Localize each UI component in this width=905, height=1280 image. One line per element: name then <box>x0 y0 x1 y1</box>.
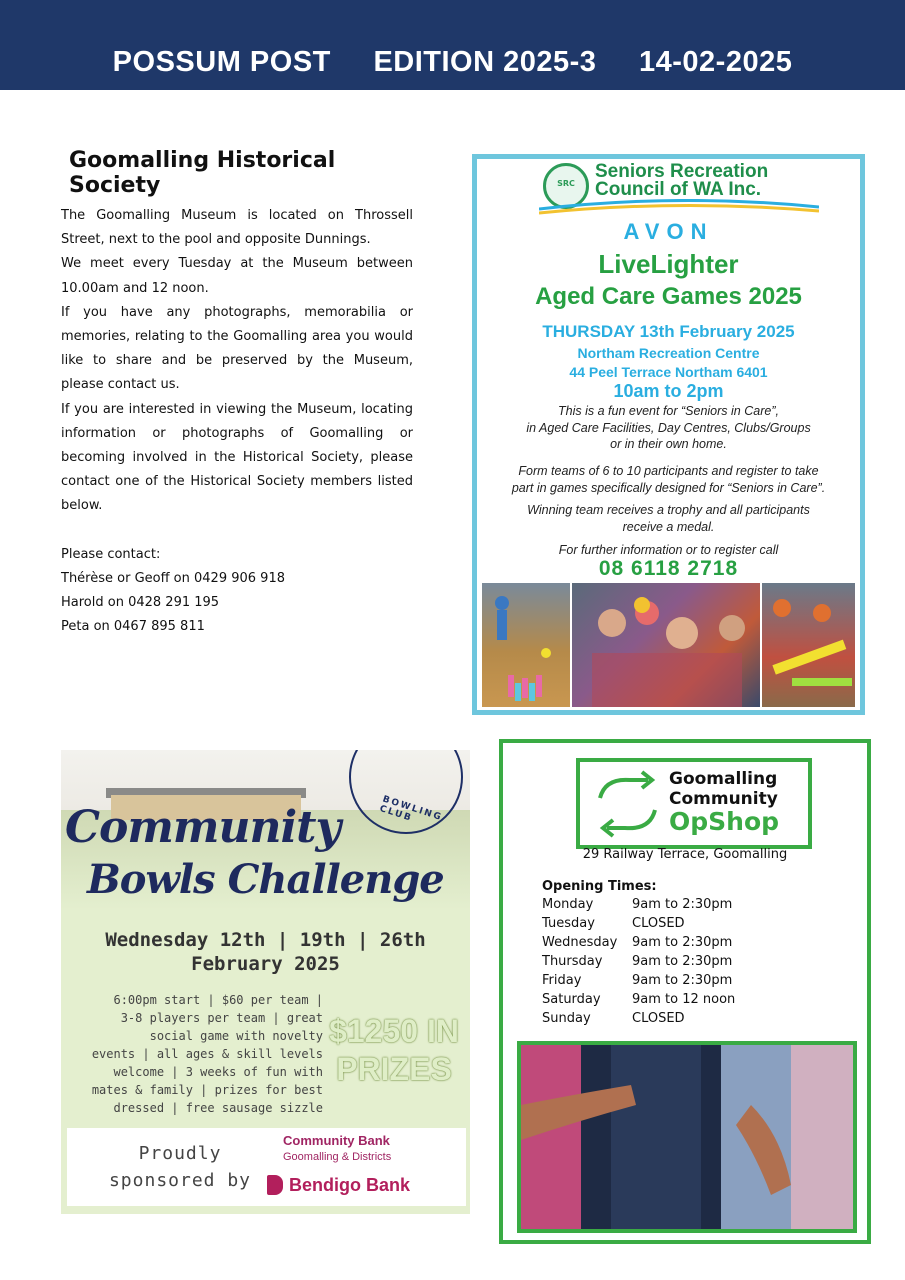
historical-society-article <box>61 148 413 639</box>
poster-date: THURSDAY 13th February 2025 <box>542 322 795 341</box>
hours-row <box>542 992 735 1011</box>
sponsor-bank-name: Bendigo Bank <box>289 1175 411 1195</box>
hours-row <box>542 973 735 992</box>
opshop-ad <box>499 739 871 1244</box>
hours-time: 9am to 12 noon <box>632 992 736 1007</box>
details-line: mates & family | prizes for best <box>91 1083 323 1097</box>
poster-description: For further information or to register call <box>558 543 779 557</box>
contact-item: Harold on 0428 291 195 <box>61 595 220 611</box>
description-line: Form teams of 6 to 10 participants and register to take <box>518 464 819 478</box>
games-photo <box>762 583 855 707</box>
hours-day: Friday <box>542 973 582 988</box>
poster-dates: Wednesday 12th | 19th | 26th <box>105 929 426 951</box>
details-line: welcome | 3 weeks of fun with <box>113 1065 323 1079</box>
poster-description <box>477 403 860 453</box>
bendigo-bank-logo <box>267 1175 283 1195</box>
poster-time: 10am to 2pm <box>613 381 724 401</box>
src-org-line: Seniors Recreation <box>595 161 769 182</box>
recycle-arrows-icon <box>590 768 665 840</box>
description-line: or in their own home. <box>610 437 727 451</box>
details-line: events | all ages & skill levels <box>91 1047 323 1061</box>
opening-times-table <box>542 897 735 1030</box>
poster-title: Community <box>65 802 341 853</box>
sponsor-branch: Goomalling & Districts <box>283 1151 392 1163</box>
sponsor-intro <box>95 1140 265 1194</box>
edition-date: 14-02-2025 <box>638 46 793 78</box>
hours-time: 9am to 2:30pm <box>632 935 733 950</box>
hours-time: 9am to 2:30pm <box>632 897 733 912</box>
hours-day: Sunday <box>542 1011 591 1026</box>
poster-description <box>477 463 860 496</box>
description-line: Winning team receives a trophy and all participants <box>527 503 810 517</box>
sponsor-panel <box>67 1128 466 1206</box>
contact-item: Thérèse or Geoff on 0429 906 918 <box>61 570 285 586</box>
masthead-title <box>0 46 905 79</box>
poster-phone: 08 6118 2718 <box>598 557 739 580</box>
src-logo-text: SRC <box>557 179 575 188</box>
sponsor-intro-line: sponsored by <box>108 1170 252 1191</box>
hours-time: CLOSED <box>632 1011 685 1026</box>
opshop-name: Goomalling <box>669 769 778 789</box>
poster-photo-strip <box>482 583 855 707</box>
contact-heading: Please contact: <box>61 546 161 562</box>
opshop-name-highlight: OpShop <box>669 807 780 836</box>
poster-venue: Northam Recreation Centre <box>577 345 760 361</box>
prize-callout <box>329 1012 459 1088</box>
article-paragraph: We meet every Tuesday at the Museum between 10.00am and 12 noon. <box>61 256 413 296</box>
clothing-rack-photo <box>517 1041 857 1233</box>
src-swoosh-graphic <box>539 199 819 215</box>
contact-item: Peta on 0467 895 811 <box>61 619 205 635</box>
hours-row <box>542 935 735 954</box>
details-line: 6:00pm start | $60 per team | <box>113 993 323 1007</box>
description-line: This is a fun event for “Seniors in Care”, <box>558 404 779 418</box>
prize-line: PRIZES <box>336 1051 452 1087</box>
hours-day: Monday <box>542 897 594 912</box>
description-line: part in games specifically designed for “Seniors in Care”. <box>511 480 826 495</box>
bowling-photo <box>482 583 570 707</box>
hours-time: 9am to 2:30pm <box>632 954 733 969</box>
hours-row <box>542 916 735 935</box>
details-line: 3-8 players per team | great <box>120 1011 323 1025</box>
src-org-line: Council of WA Inc. <box>595 179 762 200</box>
contact-list <box>61 543 413 640</box>
article-paragraph: If you have any photographs, memorabilia or memories, relating to the Goomalling area you would like to share and be preserved by the Museum, please contact us. <box>61 304 413 393</box>
poster-details <box>65 991 323 1117</box>
poster-region: AVON <box>623 219 714 244</box>
article-title: Goomalling Historical Society <box>69 148 336 198</box>
details-line: social game with novelty <box>149 1029 323 1043</box>
bowls-challenge-poster <box>61 750 470 1214</box>
participants-photo <box>572 583 760 707</box>
details-line: dressed | free sausage sizzle <box>113 1101 323 1115</box>
sponsor-intro-line: Proudly <box>138 1143 222 1164</box>
hours-day: Wednesday <box>542 935 618 950</box>
masthead <box>0 0 905 90</box>
article-paragraph: The Goomalling Museum is located on Throssell Street, next to the pool and opposite Dunnings. <box>61 208 413 248</box>
hours-day: Saturday <box>542 992 601 1007</box>
poster-address: 44 Peel Terrace Northam 6401 <box>569 364 768 380</box>
hours-row <box>542 954 735 973</box>
hours-time: CLOSED <box>632 916 685 931</box>
hours-day: Tuesday <box>542 916 595 931</box>
poster-description <box>477 502 860 535</box>
hours-time: 9am to 2:30pm <box>632 973 733 988</box>
edition-number: EDITION 2025-3 <box>373 46 597 78</box>
poster-program: LiveLighter <box>598 249 739 279</box>
opshop-address: 29 Railway Terrace, Goomalling <box>582 847 788 862</box>
poster-title: Bowls Challenge <box>87 856 444 903</box>
poster-dates: February 2025 <box>191 953 340 975</box>
sponsor-name: Community Bank <box>283 1133 390 1148</box>
src-org-name <box>595 163 768 199</box>
hours-row <box>542 897 735 916</box>
article-paragraph: If you are interested in viewing the Museum, locating information or photographs of Goomalling or becoming involved in the Historical Society, please contact one of the Historical Society members listed below. <box>61 401 413 514</box>
opshop-logo <box>576 758 812 849</box>
description-line: receive a medal. <box>622 519 715 534</box>
aged-care-games-poster <box>472 154 865 715</box>
opening-times-heading: Opening Times: <box>542 879 657 894</box>
prize-line: $1250 IN <box>329 1013 459 1049</box>
hours-row <box>542 1011 735 1030</box>
publication-name: POSSUM POST <box>112 46 331 78</box>
poster-event-title: Aged Care Games 2025 <box>535 283 802 310</box>
bowling-club-logo-text: BOWLING CLUB <box>378 794 444 825</box>
description-line: in Aged Care Facilities, Day Centres, Clubs/Groups <box>526 420 811 435</box>
opshop-name: Community <box>669 789 778 809</box>
hours-day: Thursday <box>542 954 603 969</box>
